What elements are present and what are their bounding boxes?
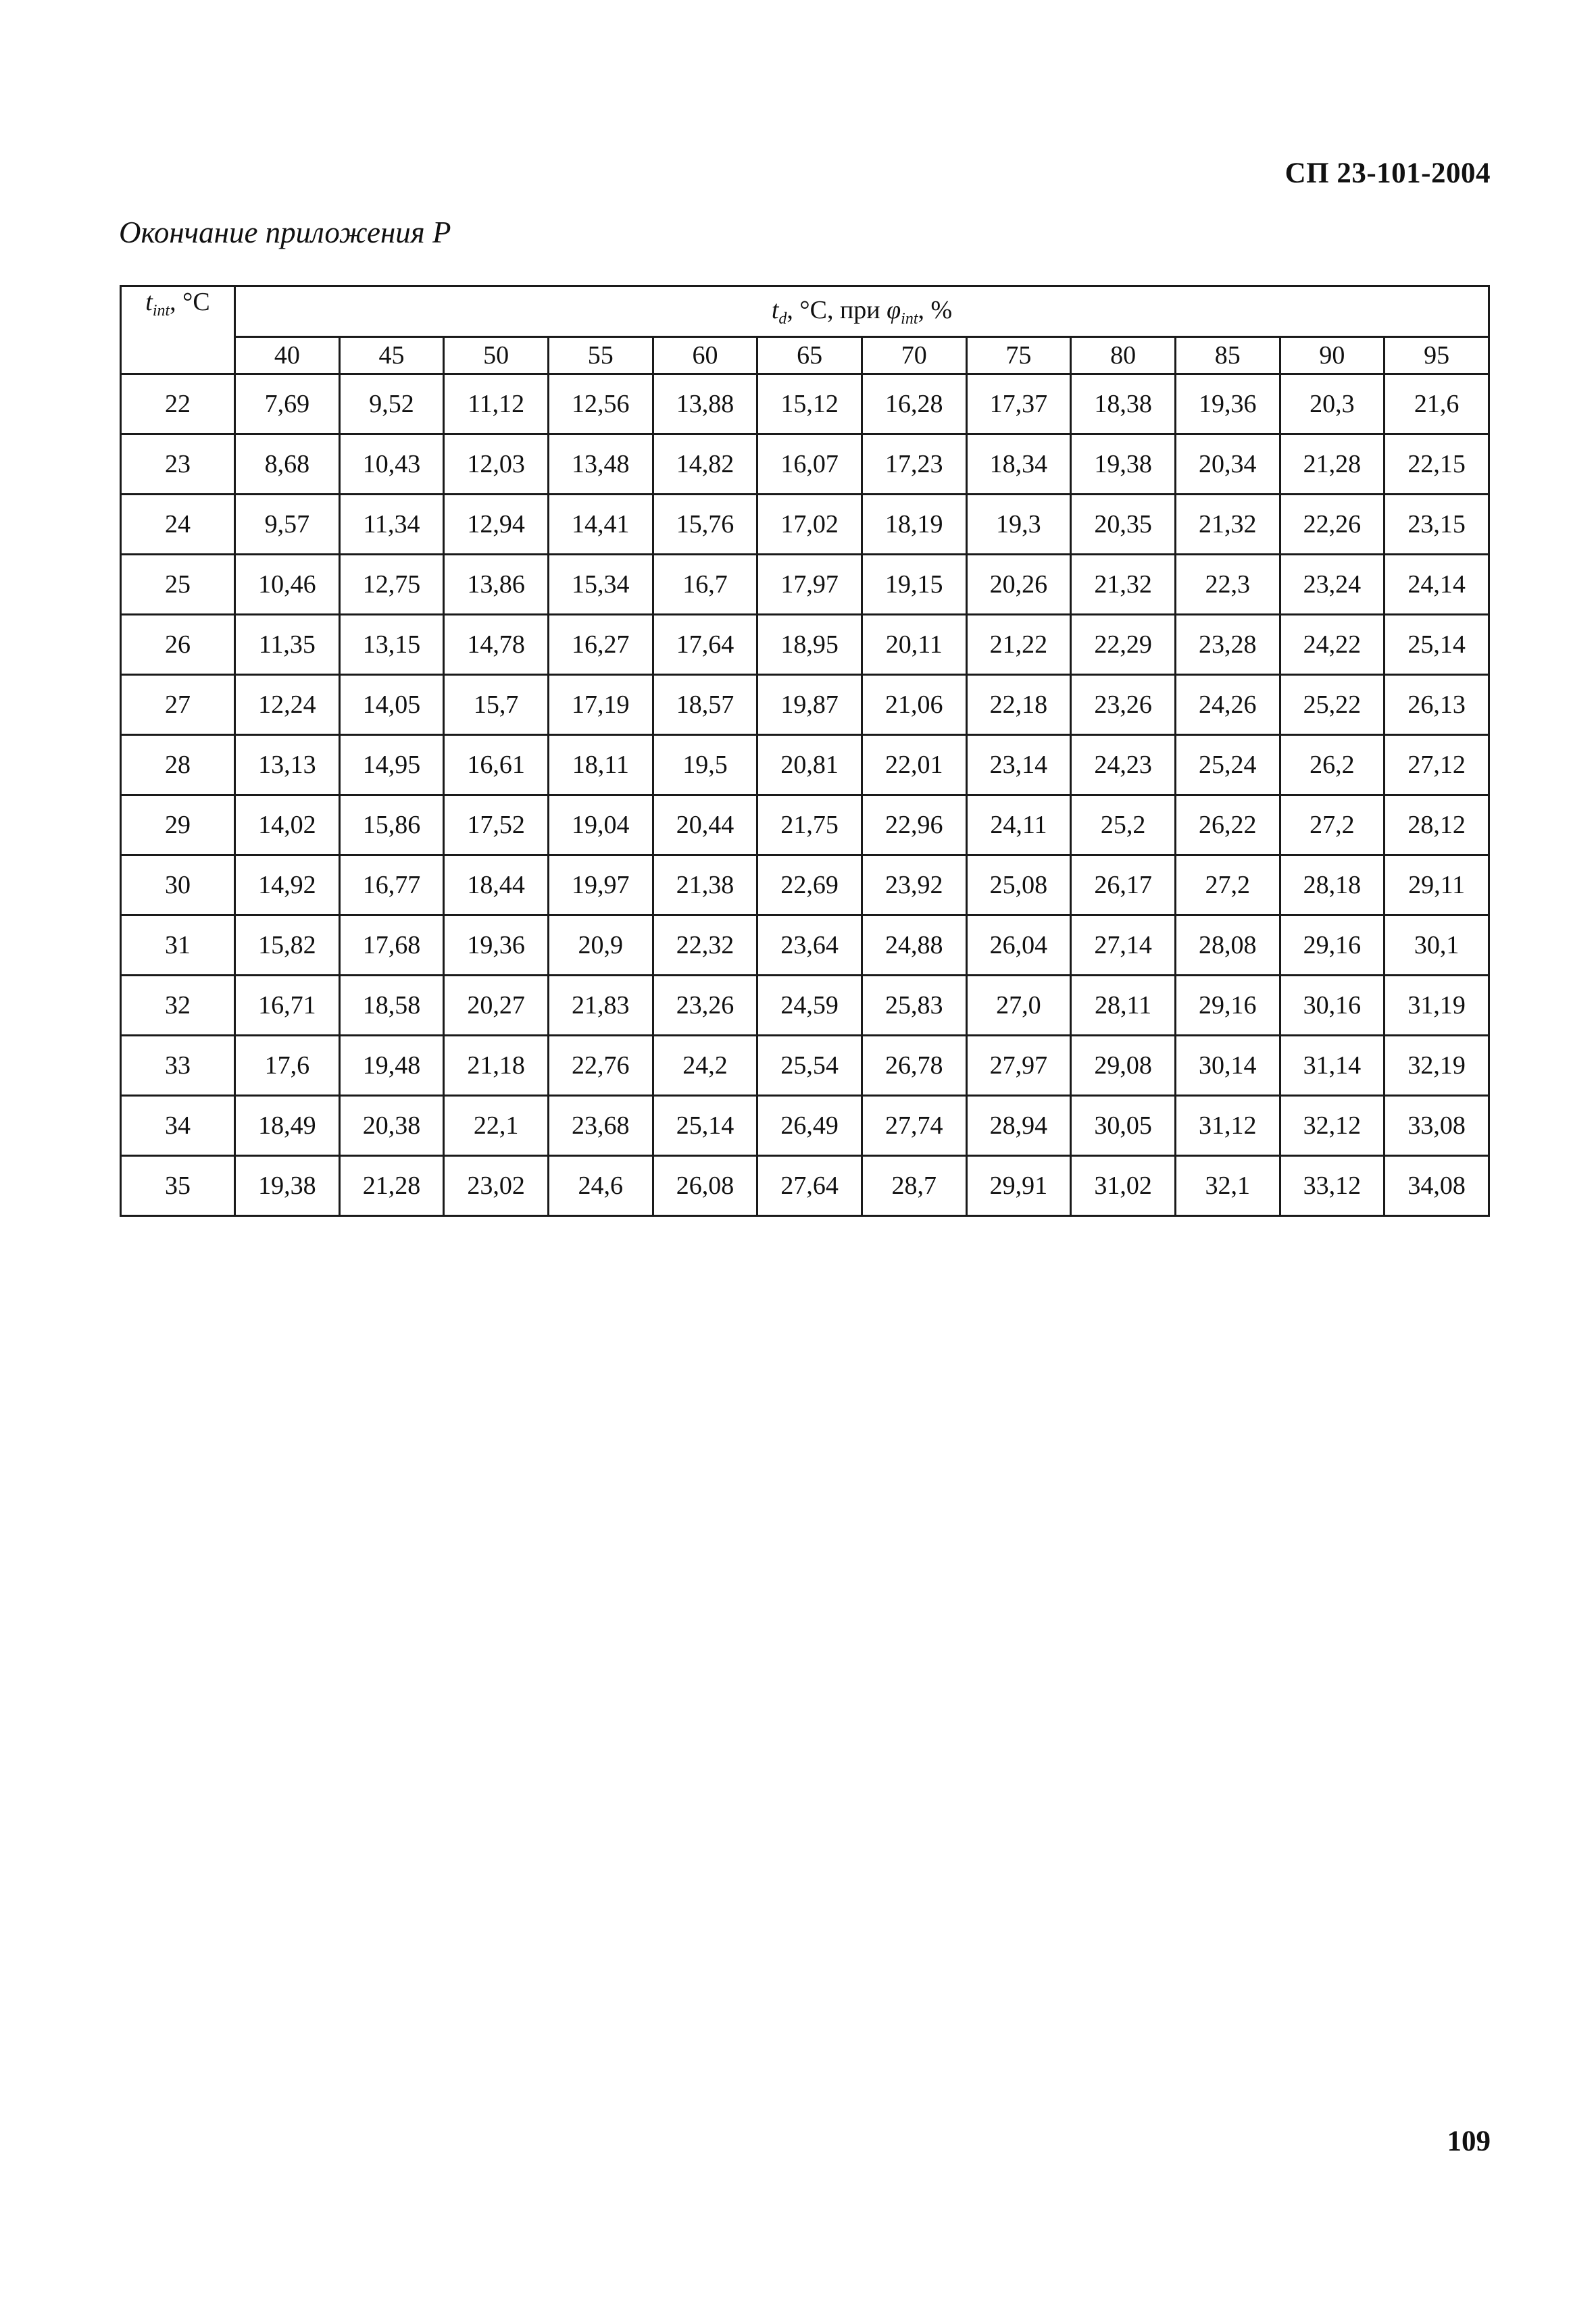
dew-point-cell: 26,2 <box>1280 735 1385 795</box>
dew-point-cell: 27,74 <box>862 1096 966 1156</box>
dew-point-cell: 21,28 <box>339 1156 444 1216</box>
dew-point-cell: 23,68 <box>548 1096 653 1156</box>
dew-point-cell: 30,14 <box>1175 1036 1280 1096</box>
dew-point-cell: 27,14 <box>1071 915 1176 976</box>
dew-point-cell: 17,64 <box>653 615 757 675</box>
dew-point-cell: 19,04 <box>548 795 653 855</box>
humidity-column-header: 70 <box>862 337 966 374</box>
dew-point-cell: 19,15 <box>862 555 966 615</box>
dew-point-cell: 20,35 <box>1071 495 1176 555</box>
dew-point-cell: 15,82 <box>235 915 340 976</box>
dew-point-cell: 28,12 <box>1385 795 1489 855</box>
table-row <box>121 374 1489 434</box>
dew-point-cell: 11,34 <box>339 495 444 555</box>
dew-point-cell: 20,26 <box>966 555 1071 615</box>
dew-point-cell: 19,38 <box>1071 434 1176 495</box>
dew-point-cell: 27,64 <box>757 1156 862 1216</box>
dew-point-cell: 27,97 <box>966 1036 1071 1096</box>
dew-point-cell: 14,02 <box>235 795 340 855</box>
dew-point-cell: 31,12 <box>1175 1096 1280 1156</box>
dew-point-cell: 18,38 <box>1071 374 1176 434</box>
dew-point-cell: 17,37 <box>966 374 1071 434</box>
dew-point-cell: 32,1 <box>1175 1156 1280 1216</box>
dew-point-cell: 23,28 <box>1175 615 1280 675</box>
dew-point-cell: 24,22 <box>1280 615 1385 675</box>
dew-point-cell: 21,38 <box>653 855 757 915</box>
dew-point-cell: 23,14 <box>966 735 1071 795</box>
humidity-column-header: 80 <box>1071 337 1176 374</box>
dew-point-cell: 27,12 <box>1385 735 1489 795</box>
dew-point-cell: 9,52 <box>339 374 444 434</box>
dew-point-cell: 16,7 <box>653 555 757 615</box>
dew-point-cell: 20,11 <box>862 615 966 675</box>
tin-cell: 32 <box>121 976 235 1036</box>
dew-point-cell: 24,59 <box>757 976 862 1036</box>
dew-point-cell: 23,02 <box>444 1156 549 1216</box>
dew-point-cell: 21,6 <box>1385 374 1489 434</box>
dew-point-cell: 24,14 <box>1385 555 1489 615</box>
dew-point-cell: 19,97 <box>548 855 653 915</box>
tin-cell: 24 <box>121 495 235 555</box>
dew-point-cell: 28,11 <box>1071 976 1176 1036</box>
dew-point-cell: 16,27 <box>548 615 653 675</box>
dew-point-cell: 34,08 <box>1385 1156 1489 1216</box>
table-row <box>121 434 1489 495</box>
dew-point-cell: 23,24 <box>1280 555 1385 615</box>
dew-point-cell: 13,48 <box>548 434 653 495</box>
dew-point-cell: 16,07 <box>757 434 862 495</box>
dew-point-cell: 22,29 <box>1071 615 1176 675</box>
dew-point-cell: 18,44 <box>444 855 549 915</box>
tin-cell: 34 <box>121 1096 235 1156</box>
dew-point-cell: 20,34 <box>1175 434 1280 495</box>
dew-point-cell: 27,0 <box>966 976 1071 1036</box>
humidity-column-header: 50 <box>444 337 549 374</box>
dew-point-cell: 32,12 <box>1280 1096 1385 1156</box>
dew-point-cell: 23,26 <box>653 976 757 1036</box>
dew-point-cell: 11,12 <box>444 374 549 434</box>
table-row <box>121 1096 1489 1156</box>
dew-point-cell: 10,43 <box>339 434 444 495</box>
dew-point-cell: 26,08 <box>653 1156 757 1216</box>
dew-point-cell: 25,54 <box>757 1036 862 1096</box>
dew-point-cell: 29,16 <box>1175 976 1280 1036</box>
dew-point-cell: 24,11 <box>966 795 1071 855</box>
dew-point-cell: 26,22 <box>1175 795 1280 855</box>
dew-point-cell: 28,18 <box>1280 855 1385 915</box>
dew-point-cell: 19,48 <box>339 1036 444 1096</box>
dew-point-cell: 24,23 <box>1071 735 1176 795</box>
humidity-column-header: 40 <box>235 337 340 374</box>
dew-point-cell: 26,49 <box>757 1096 862 1156</box>
humidity-header-row <box>121 337 1489 374</box>
dew-point-cell: 28,7 <box>862 1156 966 1216</box>
dew-point-cell: 14,82 <box>653 434 757 495</box>
dew-point-cell: 15,7 <box>444 675 549 735</box>
dew-point-cell: 20,81 <box>757 735 862 795</box>
dew-point-cell: 17,02 <box>757 495 862 555</box>
dew-point-cell: 12,94 <box>444 495 549 555</box>
page-number: 109 <box>1447 2126 1491 2157</box>
dew-point-cell: 30,1 <box>1385 915 1489 976</box>
dew-point-cell: 19,36 <box>444 915 549 976</box>
humidity-column-header: 75 <box>966 337 1071 374</box>
dew-point-cell: 15,76 <box>653 495 757 555</box>
tin-column-header: $t_{int}$, °С <box>121 286 235 374</box>
dew-point-cell: 21,06 <box>862 675 966 735</box>
dew-point-cell: 31,02 <box>1071 1156 1176 1216</box>
dew-point-cell: 15,86 <box>339 795 444 855</box>
dew-point-cell: 27,2 <box>1280 795 1385 855</box>
dew-point-cell: 30,05 <box>1071 1096 1176 1156</box>
dew-point-cell: 20,3 <box>1280 374 1385 434</box>
dew-point-cell: 31,19 <box>1385 976 1489 1036</box>
dew-point-cell: 25,24 <box>1175 735 1280 795</box>
dew-point-cell: 24,26 <box>1175 675 1280 735</box>
dew-point-cell: 19,87 <box>757 675 862 735</box>
humidity-column-header: 60 <box>653 337 757 374</box>
dew-point-cell: 29,11 <box>1385 855 1489 915</box>
dew-point-cell: 22,1 <box>444 1096 549 1156</box>
tin-cell: 35 <box>121 1156 235 1216</box>
dew-point-cell: 13,88 <box>653 374 757 434</box>
dew-point-cell: 22,26 <box>1280 495 1385 555</box>
humidity-column-header: 90 <box>1280 337 1385 374</box>
humidity-column-header: 65 <box>757 337 862 374</box>
dew-point-cell: 17,6 <box>235 1036 340 1096</box>
dew-point-cell: 19,5 <box>653 735 757 795</box>
dew-point-cell: 21,75 <box>757 795 862 855</box>
dew-point-cell: 14,95 <box>339 735 444 795</box>
tin-cell: 33 <box>121 1036 235 1096</box>
tin-cell: 28 <box>121 735 235 795</box>
dew-point-cell: 12,03 <box>444 434 549 495</box>
dew-point-cell: 21,32 <box>1071 555 1176 615</box>
dew-point-cell: 7,69 <box>235 374 340 434</box>
table-row <box>121 1036 1489 1096</box>
dew-point-cell: 26,17 <box>1071 855 1176 915</box>
dew-point-cell: 18,49 <box>235 1096 340 1156</box>
td-column-group-header: $t_d$, °С, при $\varphi_{int}$, % <box>235 286 1489 337</box>
dew-point-cell: 25,14 <box>1385 615 1489 675</box>
dew-point-cell: 23,26 <box>1071 675 1176 735</box>
dew-point-cell: 33,12 <box>1280 1156 1385 1216</box>
dew-point-cell: 18,57 <box>653 675 757 735</box>
dew-point-cell: 12,75 <box>339 555 444 615</box>
dew-point-cell: 18,11 <box>548 735 653 795</box>
dew-point-table <box>120 285 1490 1217</box>
humidity-column-header: 85 <box>1175 337 1280 374</box>
dew-point-cell: 21,18 <box>444 1036 549 1096</box>
dew-point-cell: 23,15 <box>1385 495 1489 555</box>
dew-point-cell: 21,22 <box>966 615 1071 675</box>
dew-point-cell: 25,83 <box>862 976 966 1036</box>
table-row <box>121 495 1489 555</box>
dew-point-cell: 12,56 <box>548 374 653 434</box>
dew-point-cell: 22,01 <box>862 735 966 795</box>
dew-point-cell: 22,76 <box>548 1036 653 1096</box>
dew-point-cell: 22,18 <box>966 675 1071 735</box>
dew-point-cell: 26,13 <box>1385 675 1489 735</box>
dew-point-cell: 29,16 <box>1280 915 1385 976</box>
table-row <box>121 555 1489 615</box>
humidity-column-header: 55 <box>548 337 653 374</box>
dew-point-cell: 29,08 <box>1071 1036 1176 1096</box>
table-row <box>121 675 1489 735</box>
dew-point-cell: 32,19 <box>1385 1036 1489 1096</box>
dew-point-cell: 20,9 <box>548 915 653 976</box>
dew-point-cell: 15,34 <box>548 555 653 615</box>
dew-point-cell: 16,61 <box>444 735 549 795</box>
dew-point-cell: 17,19 <box>548 675 653 735</box>
dew-point-cell: 21,28 <box>1280 434 1385 495</box>
dew-point-cell: 25,14 <box>653 1096 757 1156</box>
dew-point-cell: 29,91 <box>966 1156 1071 1216</box>
dew-point-cell: 18,19 <box>862 495 966 555</box>
document-code: СП 23-101-2004 <box>1285 157 1491 189</box>
dew-point-cell: 8,68 <box>235 434 340 495</box>
dew-point-cell: 14,92 <box>235 855 340 915</box>
tin-cell: 31 <box>121 915 235 976</box>
dew-point-cell: 25,22 <box>1280 675 1385 735</box>
dew-point-cell: 17,23 <box>862 434 966 495</box>
dew-point-cell: 20,44 <box>653 795 757 855</box>
dew-point-cell: 26,04 <box>966 915 1071 976</box>
dew-point-cell: 18,34 <box>966 434 1071 495</box>
dew-point-cell: 18,95 <box>757 615 862 675</box>
dew-point-cell: 24,88 <box>862 915 966 976</box>
dew-point-cell: 31,14 <box>1280 1036 1385 1096</box>
table-row <box>121 1156 1489 1216</box>
tin-cell: 27 <box>121 675 235 735</box>
dew-point-cell: 16,71 <box>235 976 340 1036</box>
dew-point-cell: 14,05 <box>339 675 444 735</box>
dew-point-cell: 12,24 <box>235 675 340 735</box>
appendix-title: Окончание приложения Р <box>119 216 451 249</box>
dew-point-cell: 18,58 <box>339 976 444 1036</box>
dew-point-cell: 19,36 <box>1175 374 1280 434</box>
tin-cell: 25 <box>121 555 235 615</box>
dew-point-cell: 22,15 <box>1385 434 1489 495</box>
dew-point-cell: 20,38 <box>339 1096 444 1156</box>
dew-point-cell: 25,2 <box>1071 795 1176 855</box>
dew-point-cell: 13,86 <box>444 555 549 615</box>
dew-point-cell: 16,77 <box>339 855 444 915</box>
dew-point-cell: 17,68 <box>339 915 444 976</box>
table-row <box>121 976 1489 1036</box>
dew-point-cell: 15,12 <box>757 374 862 434</box>
dew-point-cell: 23,64 <box>757 915 862 976</box>
dew-point-cell: 14,78 <box>444 615 549 675</box>
dew-point-cell: 9,57 <box>235 495 340 555</box>
table-row <box>121 915 1489 976</box>
dew-point-cell: 22,3 <box>1175 555 1280 615</box>
tin-cell: 26 <box>121 615 235 675</box>
table-row <box>121 855 1489 915</box>
dew-point-cell: 26,78 <box>862 1036 966 1096</box>
humidity-column-header: 45 <box>339 337 444 374</box>
dew-point-cell: 11,35 <box>235 615 340 675</box>
dew-point-cell: 19,38 <box>235 1156 340 1216</box>
dew-point-cell: 16,28 <box>862 374 966 434</box>
dew-point-cell: 20,27 <box>444 976 549 1036</box>
dew-point-cell: 19,3 <box>966 495 1071 555</box>
table-header-row <box>121 286 1489 337</box>
dew-point-cell: 14,41 <box>548 495 653 555</box>
tin-cell: 23 <box>121 434 235 495</box>
tin-cell: 29 <box>121 795 235 855</box>
dew-point-cell: 30,16 <box>1280 976 1385 1036</box>
dew-point-cell: 28,08 <box>1175 915 1280 976</box>
dew-point-cell: 13,15 <box>339 615 444 675</box>
dew-point-cell: 28,94 <box>966 1096 1071 1156</box>
dew-point-cell: 10,46 <box>235 555 340 615</box>
dew-point-cell: 22,96 <box>862 795 966 855</box>
dew-point-cell: 27,2 <box>1175 855 1280 915</box>
humidity-column-header: 95 <box>1385 337 1489 374</box>
tin-cell: 22 <box>121 374 235 434</box>
dew-point-cell: 24,2 <box>653 1036 757 1096</box>
dew-point-cell: 21,32 <box>1175 495 1280 555</box>
table-row <box>121 795 1489 855</box>
tin-cell: 30 <box>121 855 235 915</box>
dew-point-cell: 24,6 <box>548 1156 653 1216</box>
table-body <box>121 374 1489 1216</box>
dew-point-cell: 33,08 <box>1385 1096 1489 1156</box>
dew-point-cell: 25,08 <box>966 855 1071 915</box>
dew-point-cell: 13,13 <box>235 735 340 795</box>
dew-point-cell: 22,32 <box>653 915 757 976</box>
dew-point-cell: 22,69 <box>757 855 862 915</box>
dew-point-cell: 21,83 <box>548 976 653 1036</box>
dew-point-cell: 17,52 <box>444 795 549 855</box>
table-row <box>121 615 1489 675</box>
dew-point-cell: 17,97 <box>757 555 862 615</box>
table-row <box>121 735 1489 795</box>
dew-point-cell: 23,92 <box>862 855 966 915</box>
